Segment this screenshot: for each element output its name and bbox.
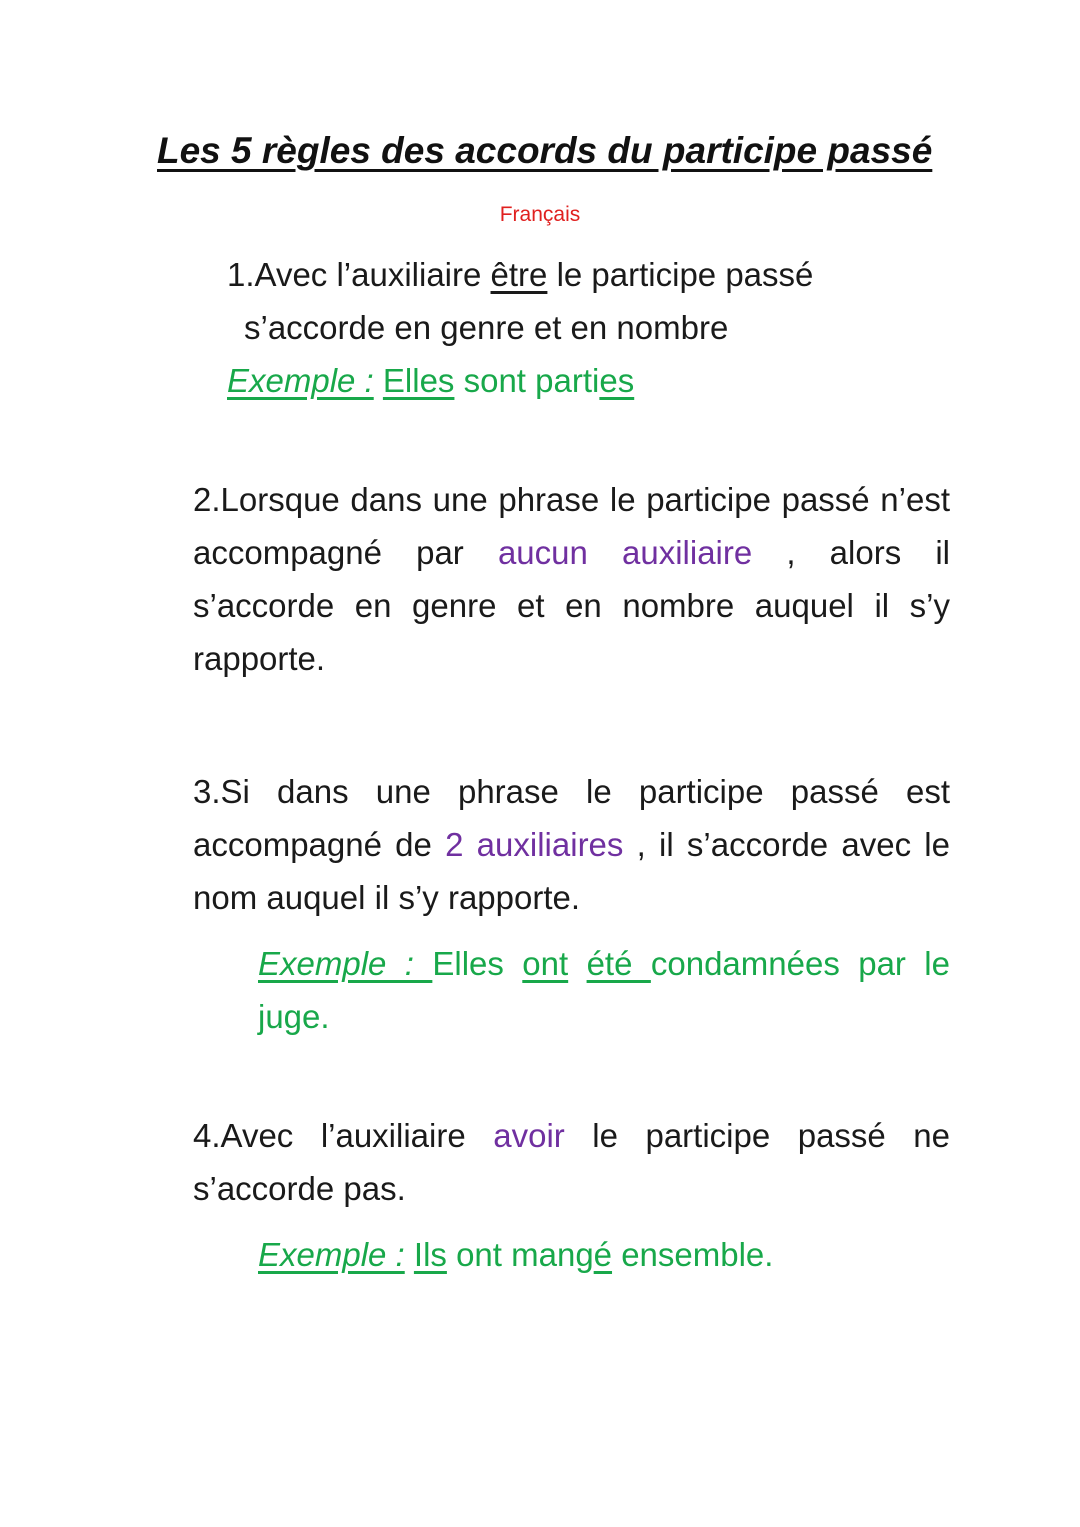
- rule-1-text-end: s’accorde en genre et en nombre: [244, 309, 729, 346]
- rule-3-text-start: Si dans une phrase le participe passé est accompagné de: [193, 773, 950, 863]
- rule-2-highlight: aucun auxiliaire: [497, 534, 753, 571]
- example-verb: ont mang: [446, 1236, 594, 1273]
- document-title: Les 5 règles des accords du participe passé: [157, 130, 933, 171]
- rule-1-text-start: Avec l’auxiliaire: [254, 256, 491, 293]
- rule-2-text-start: Lorsque dans une phrase le participe passé n’est accompagné par: [193, 481, 950, 571]
- example-subject: Elles: [432, 945, 523, 982]
- example-ending: es: [599, 362, 635, 399]
- rule-3: [193, 765, 950, 924]
- rule-4-text-end: le participe passé ne s’accorde pas.: [193, 1117, 951, 1207]
- example-aux-2: été: [586, 945, 651, 982]
- rule-4: [193, 1109, 950, 1215]
- rule-3-highlight: 2 auxiliaires: [445, 826, 624, 863]
- rule-4-example: [258, 1228, 773, 1281]
- example-rest: condamnées par le juge.: [258, 945, 950, 1035]
- rule-1-number: 1.: [227, 256, 255, 293]
- rule-1-text-mid: le participe passé: [547, 256, 814, 293]
- rule-4-number: 4.: [193, 1117, 221, 1154]
- example-ending: é: [593, 1236, 613, 1273]
- rule-2-number: 2.: [193, 481, 221, 518]
- rule-3-text-end: , il s’accorde avec le nom auquel il s’y rapporte.: [193, 826, 950, 916]
- example-subject: Elles: [382, 362, 455, 399]
- example-rest: ensemble.: [612, 1236, 774, 1273]
- example-label: Exemple :: [258, 945, 433, 982]
- rule-1: [227, 248, 950, 354]
- rule-1-example: [227, 354, 634, 407]
- rule-2-text-end: , alors il s’accorde en genre et en nombre auquel il s’y rapporte.: [193, 534, 950, 677]
- rule-4-text-start: Avec l’auxiliaire: [220, 1117, 494, 1154]
- rule-1-keyword: être: [490, 256, 548, 293]
- subject-label: Français: [499, 203, 581, 226]
- rule-3-example: [258, 937, 950, 1043]
- example-space: [374, 362, 383, 399]
- example-label: Exemple :: [258, 1236, 405, 1273]
- rule-4-highlight: avoir: [493, 1117, 565, 1154]
- rule-2: [193, 473, 950, 685]
- example-label: Exemple :: [227, 362, 374, 399]
- example-subject: Ils: [413, 1236, 447, 1273]
- example-aux-1: ont: [522, 945, 569, 982]
- example-verb: sont parti: [454, 362, 600, 399]
- rule-3-number: 3.: [193, 773, 221, 810]
